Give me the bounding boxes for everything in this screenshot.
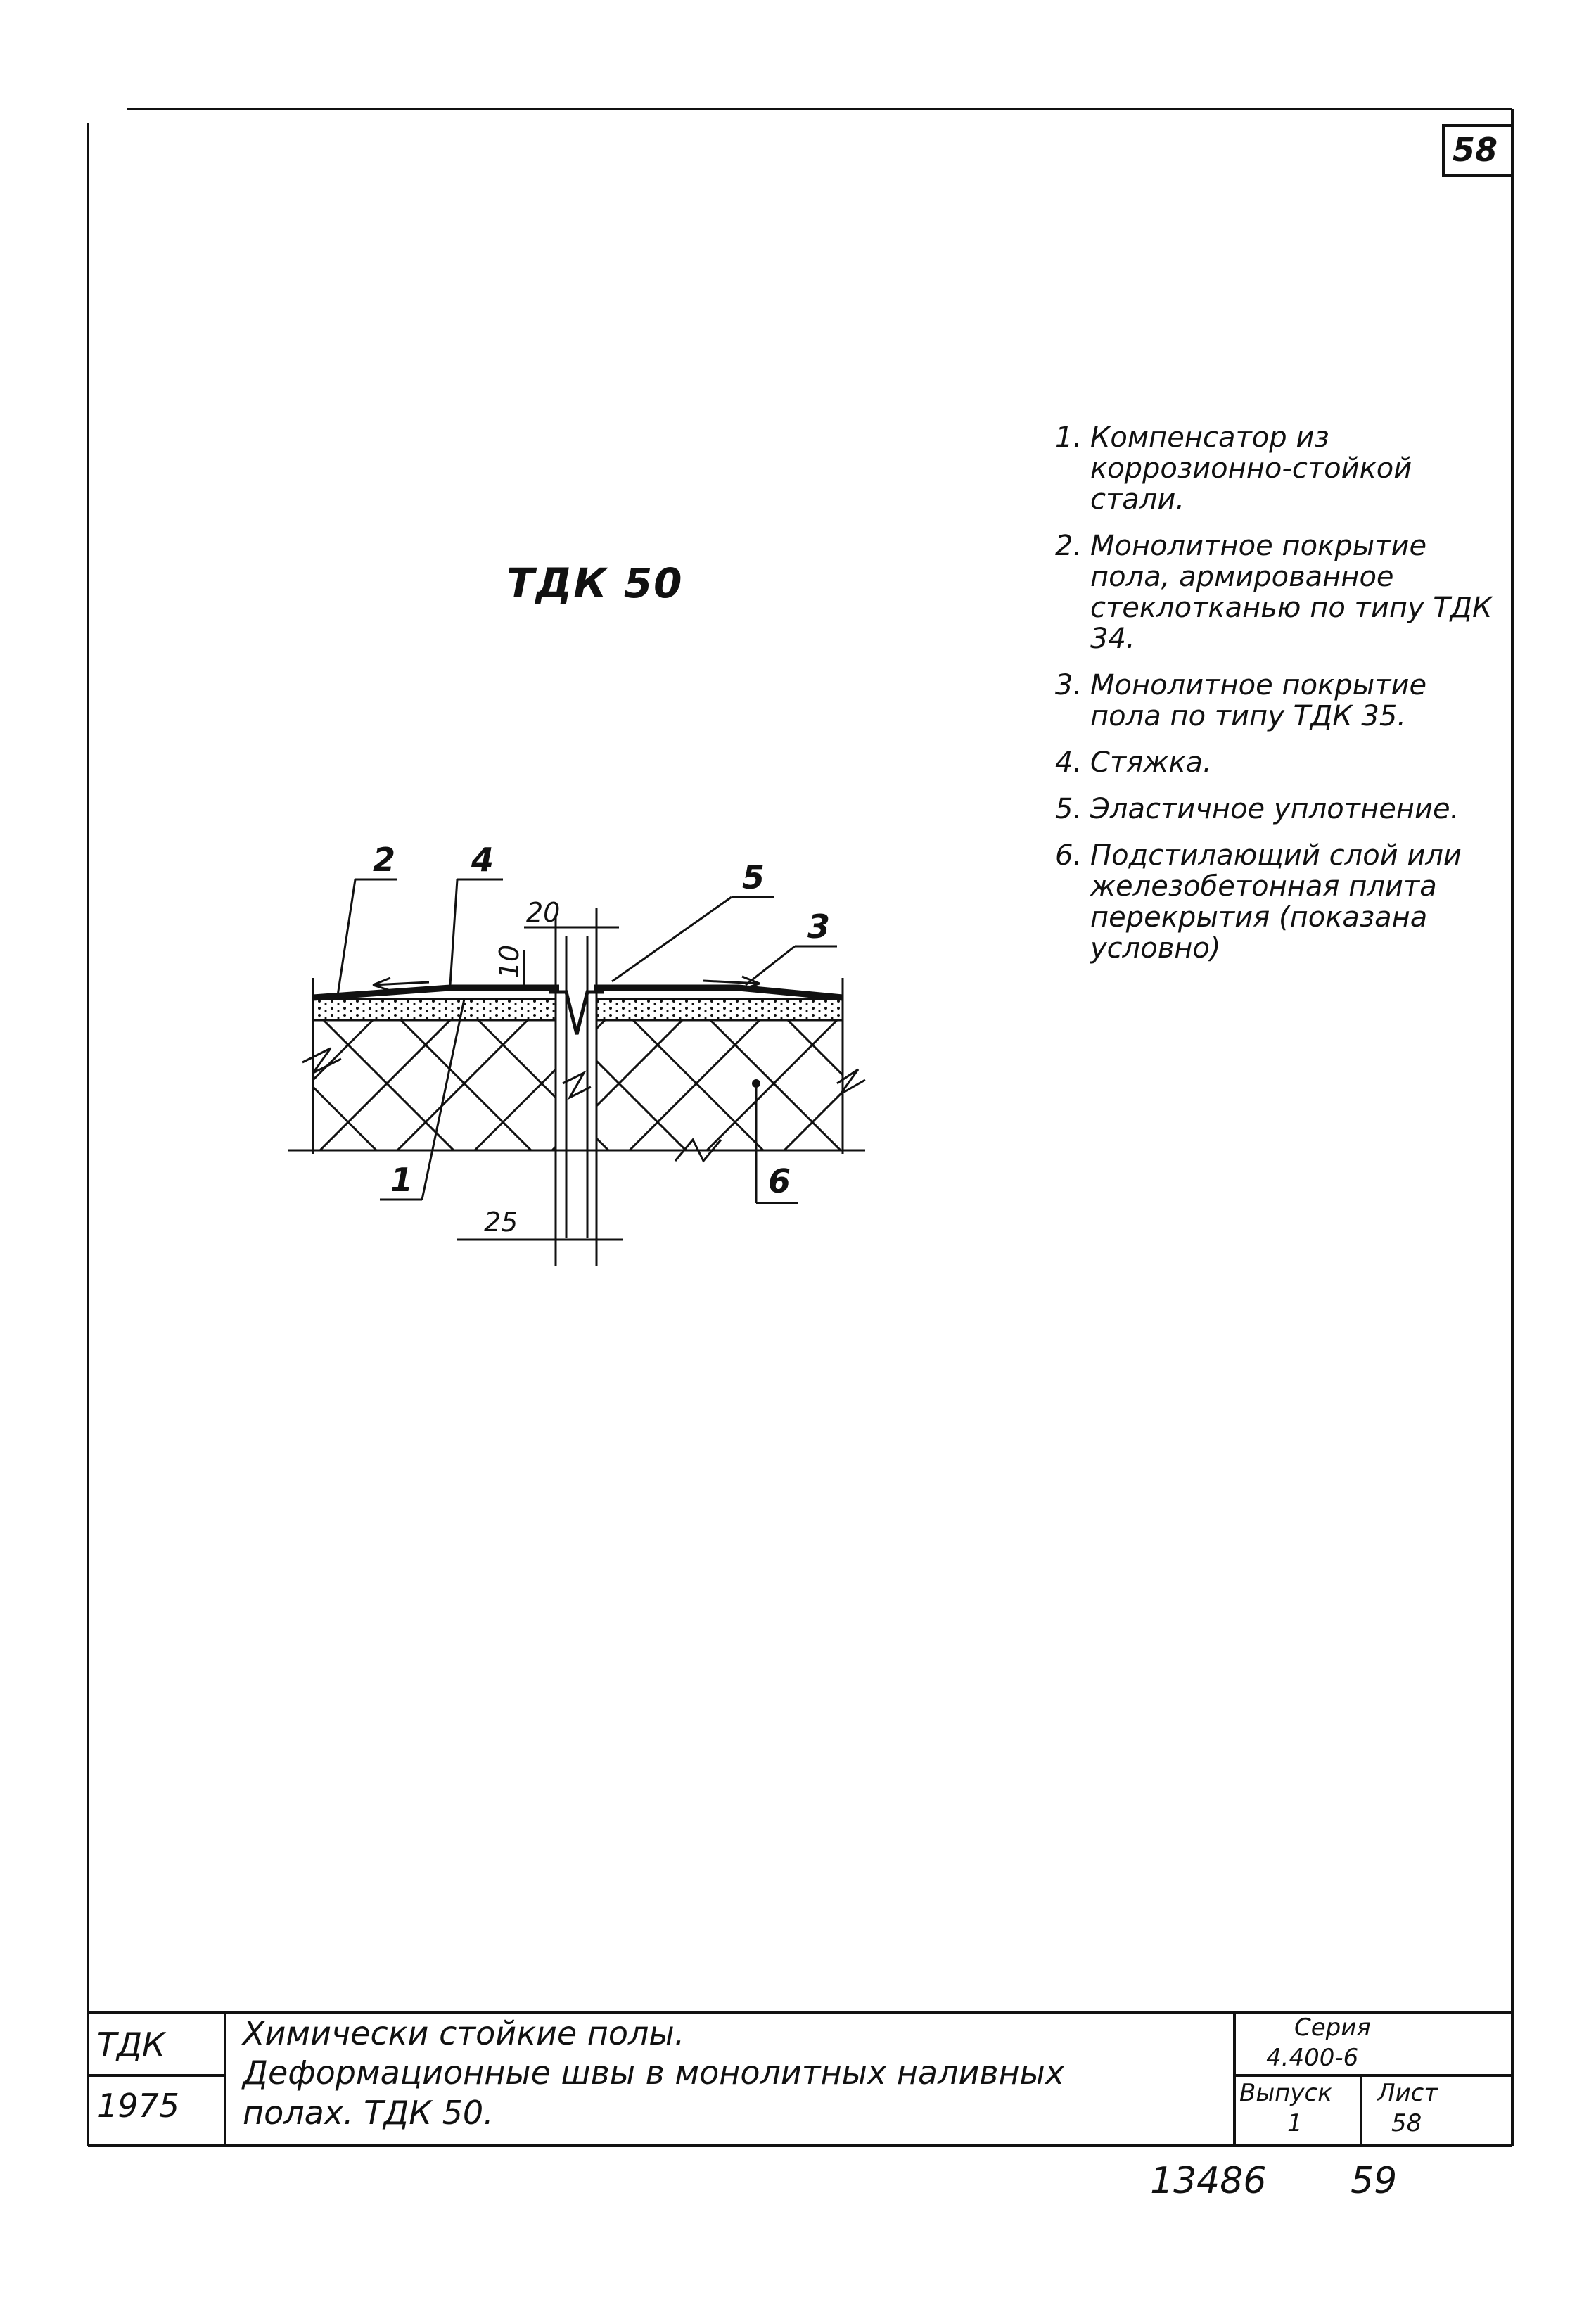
note-text: Стяжка.	[1090, 746, 1212, 779]
title-block-line-1: Химически стойкие полы.	[243, 2014, 685, 2052]
note-number: 3.	[1055, 669, 1083, 701]
series-value: 4.400-6	[1266, 2044, 1359, 2072]
compensator	[549, 992, 604, 1034]
note-text: Эластичное уплотнение.	[1090, 793, 1460, 825]
footer-page-number: 59	[1351, 2160, 1398, 2202]
note-item	[1055, 840, 1505, 964]
note-number: 2.	[1055, 530, 1083, 562]
page-number: 58	[1452, 131, 1498, 169]
base-slab-right	[596, 1020, 843, 1150]
base-slab-left	[313, 1020, 556, 1150]
note-number: 1.	[1055, 421, 1083, 454]
screed-right	[596, 999, 843, 1020]
callout-3: 3	[807, 908, 831, 946]
note-text: Подстилающий слой или железобетонная плита перекрытия (показана условно)	[1090, 839, 1462, 965]
note-number: 5.	[1055, 793, 1083, 825]
callout-4: 4	[471, 841, 494, 879]
section-drawing	[288, 879, 865, 1266]
leader-5	[612, 897, 774, 981]
dim-25-line	[457, 1228, 623, 1252]
notes-list	[1055, 422, 1505, 979]
sheet-label: Лист	[1377, 2079, 1438, 2107]
note-item	[1055, 794, 1505, 825]
issue-label: Выпуск	[1239, 2079, 1332, 2107]
note-item	[1055, 747, 1505, 778]
coating-right	[594, 988, 843, 998]
note-item	[1055, 422, 1505, 515]
series-label: Серия	[1294, 2014, 1371, 2042]
note-item	[1055, 670, 1505, 732]
leader-3	[746, 946, 837, 985]
dimension-10: 10	[494, 944, 525, 979]
drawing-title: ТДК 50	[506, 559, 684, 607]
title-block-code: ТДК	[97, 2026, 165, 2063]
note-number: 4.	[1055, 746, 1083, 779]
note-item	[1055, 530, 1505, 654]
title-block-line-3: полах. ТДК 50.	[243, 2094, 494, 2132]
note-text: Компенсатор из коррозионно-стойкой стали.	[1090, 421, 1412, 516]
archive-number: 13486	[1150, 2160, 1267, 2202]
issue-value: 1	[1287, 2109, 1303, 2137]
coating-left	[313, 988, 559, 998]
sheet-value: 58	[1391, 2109, 1422, 2137]
title-block-year: 1975	[97, 2087, 180, 2125]
title-block-line-2: Деформационные швы в монолитных наливных	[243, 2054, 1065, 2092]
note-text: Монолитное покрытие пола по типу ТДК 35.	[1090, 669, 1427, 732]
note-text: Монолитное покрытие пола, армированное стеклотканью по типу ТДК 34.	[1090, 530, 1493, 655]
dimension-20: 20	[526, 897, 561, 928]
callout-5: 5	[742, 858, 765, 896]
screed-left	[313, 999, 556, 1020]
note-number: 6.	[1055, 839, 1083, 872]
callout-1: 1	[390, 1161, 414, 1199]
callout-2: 2	[373, 841, 396, 879]
dimension-25: 25	[484, 1207, 518, 1238]
callout-6: 6	[768, 1162, 791, 1200]
